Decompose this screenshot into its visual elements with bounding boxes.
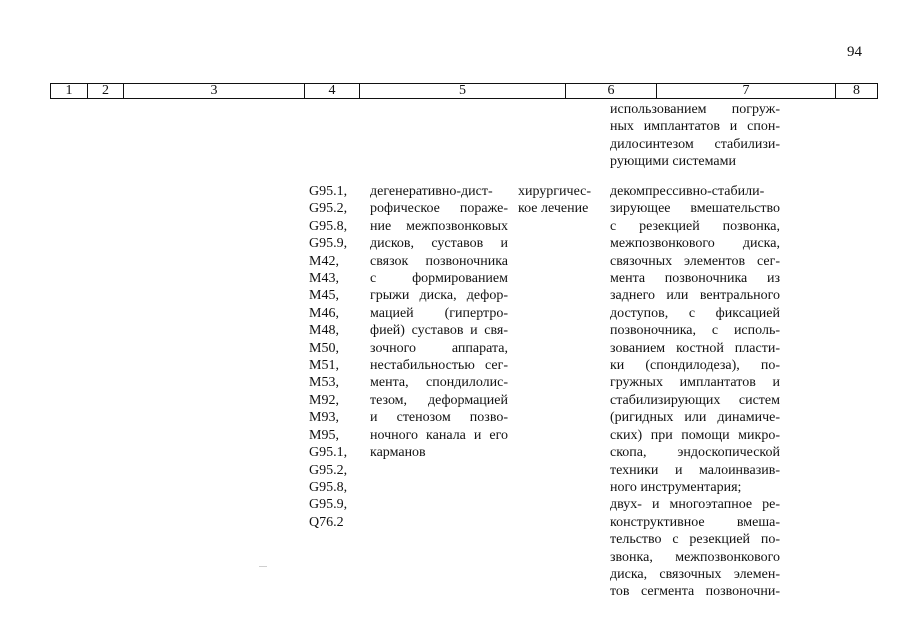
code-item: M51, <box>309 358 339 374</box>
text-line: рующими системами <box>610 154 736 170</box>
text-line: диска, связочных элемен- <box>610 566 780 582</box>
text-line: скопа, эндоскопической <box>610 445 780 461</box>
text-line: зирующее вмешательство <box>610 201 780 217</box>
code-item: M93, <box>309 410 339 426</box>
code-item: G95.2, <box>309 462 348 478</box>
text-line: гружных имплантатов и <box>610 375 780 391</box>
diagnosis-description <box>370 183 508 462</box>
table-header-row <box>50 83 878 99</box>
text-line: мента, спондилолис- <box>370 375 508 391</box>
text-line: дегенеративно-дист- <box>370 184 493 199</box>
text-line: мента позвоночника из <box>610 271 780 287</box>
text-line: звонка, межпозвонкового <box>610 549 780 565</box>
code-item: M92, <box>309 392 339 408</box>
header-cell-1: 1 <box>51 84 88 98</box>
text-line: (ригидных или динамиче- <box>610 410 780 426</box>
code-item: M95, <box>309 427 339 443</box>
text-line: и стенозом позво- <box>370 410 508 426</box>
header-cell-4: 4 <box>305 84 360 98</box>
text-line: грыжи диска, дефор- <box>370 288 508 304</box>
text-line: использованием погруж- <box>610 102 780 117</box>
text-line: ки (спондилодеза), по- <box>610 358 780 374</box>
code-item: G95.8, <box>309 479 348 495</box>
text-line: связочных элементов сег- <box>610 253 780 269</box>
text-line: ного инструментария; <box>610 479 742 495</box>
text-line: ние межпозвонковых <box>370 218 508 234</box>
code-item: G95.9, <box>309 236 348 252</box>
text-line: с формированием <box>370 271 508 287</box>
code-item: M45, <box>309 288 339 304</box>
text-line: ских) при помощи микро- <box>610 427 780 443</box>
text-line: фией) суставов и свя- <box>370 323 508 339</box>
text-line: ночного канала и его <box>370 427 508 443</box>
scan-mark <box>259 566 267 567</box>
code-item: M50, <box>309 340 339 356</box>
code-item: M43, <box>309 271 339 287</box>
header-cell-2: 2 <box>88 84 124 98</box>
text-line: нестабильностью сег- <box>370 358 508 374</box>
text-line: стабилизирующих систем <box>610 392 780 408</box>
code-item: G95.8, <box>309 218 348 234</box>
text-line: заднего или вентрального <box>610 288 780 304</box>
text-line: дисков, суставов и <box>370 236 508 252</box>
treatment-type <box>518 183 594 218</box>
text-line: зованием костной пласти- <box>610 340 780 356</box>
text-line: хирургичес- <box>518 184 592 199</box>
code-item: M46, <box>309 305 339 321</box>
text-line: тов сегмента позвоночни- <box>610 584 780 600</box>
text-line: тельство с резекцией по- <box>610 532 780 548</box>
code-item: M42, <box>309 253 339 269</box>
code-item: Q76.2 <box>309 514 344 530</box>
text-line: ных имплантатов и спон- <box>610 119 780 135</box>
continued-method-text <box>610 101 780 171</box>
text-line: декомпрессивно-стабили- <box>610 184 765 199</box>
code-item: M48, <box>309 323 339 339</box>
header-cell-5: 5 <box>360 84 566 98</box>
page-number: 94 <box>847 44 862 60</box>
text-line: связок позвоночника <box>370 253 508 269</box>
code-item: G95.1, <box>309 445 348 461</box>
text-line: кое лечение <box>518 201 589 217</box>
text-line: техники и малоинвазив- <box>610 462 780 478</box>
header-cell-6: 6 <box>566 84 657 98</box>
text-line: тезом, деформацией <box>370 392 508 408</box>
text-line: межпозвонкового диска, <box>610 236 780 252</box>
text-line: дилосинтезом стабилизи- <box>610 136 780 152</box>
text-line: позвоночника, с исполь- <box>610 323 780 339</box>
text-line: зочного аппарата, <box>370 340 508 356</box>
code-item: G95.2, <box>309 201 348 217</box>
text-line: рофическое пораже- <box>370 201 508 217</box>
code-item: M53, <box>309 375 339 391</box>
text-line: с резекцией позвонка, <box>610 218 780 234</box>
treatment-method <box>610 183 780 601</box>
text-line: карманов <box>370 445 426 461</box>
code-item: G95.1, <box>309 184 348 199</box>
header-cell-3: 3 <box>124 84 305 98</box>
code-item: G95.9, <box>309 497 348 513</box>
header-cell-7: 7 <box>657 84 836 98</box>
text-line: двух- и многоэтапное ре- <box>610 497 780 513</box>
text-line: конструктивное вмеша- <box>610 514 780 530</box>
header-cell-8: 8 <box>853 83 860 98</box>
text-line: доступов, с фиксацией <box>610 305 780 321</box>
diagnosis-codes <box>309 183 364 531</box>
text-line: мацией (гипертро- <box>370 305 508 321</box>
